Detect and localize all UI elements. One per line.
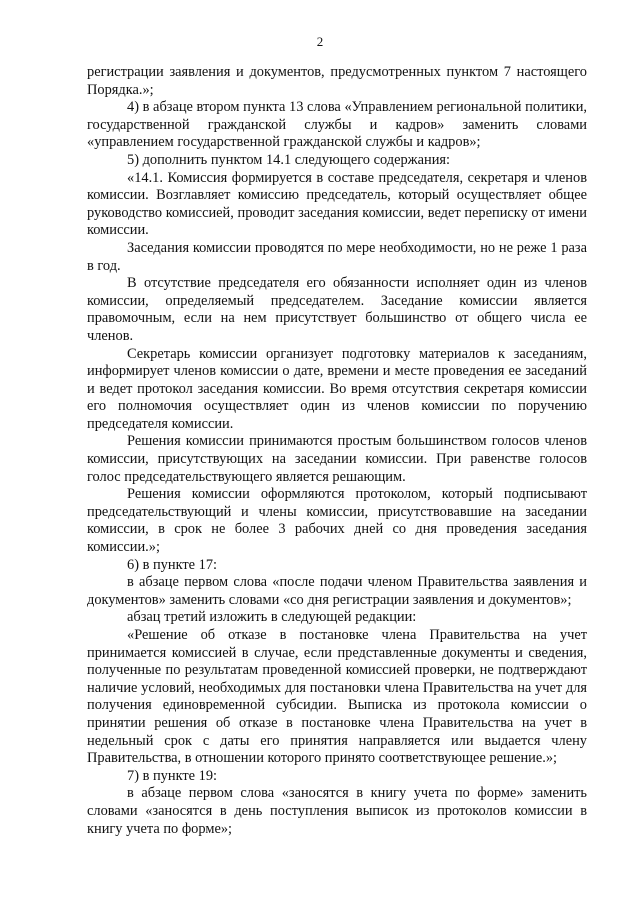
paragraph-14: 7) в пункте 19:: [127, 767, 218, 784]
paragraph-15: в абзаце первом слова «заносятся в книгу учета по форме» заменить словами «заносятся в день поступления выписок из протоколов комиссии в книгу учета по форме»;: [87, 785, 587, 837]
paragraph-7: Секретарь комиссии организует подготовку материалов к заседаниям, информирует членов комиссии о дате, времени и месте проведения ее заседаний и ведет протокол заседания комиссии. Во время отсутствия секретаря комиссии его полномочия осуществляет один из членов комиссии по поручению председателя комиссии.: [87, 345, 587, 432]
paragraph-13: «Решение об отказе в постановке члена Правительства на учет принимается комиссией в случае, если представленные документы и сведения, полученные по результатам проведенной комиссией проверки, не подтверждают наличие условий, необходимых для постановки члена Правительства на учет для получения единовременной субсидии. Выписка из протокола комиссии о принятии решения об отказе в постановке члена Правительства на учет в недельный срок с даты его принятия направляется или выдается члену Правительства, в отношении которого принято соответствующее решение.»;: [87, 627, 587, 767]
paragraph-9: Решения комиссии оформляются протоколом, который подписывают председательствующий и члены комиссии, присутствовавшие на заседании комиссии, в срок не более 3 рабочих дней со дня проведения заседания комиссии.»;: [87, 486, 587, 556]
paragraph-4: «14.1. Комиссия формируется в составе председателя, секретаря и членов комиссии. Возглавляет комиссию председатель, который осуществляет общее руководство комиссией, проводит заседания комиссии, ведет переписку от имени комиссии.: [87, 169, 587, 239]
paragraph-12: абзац третий изложить в следующей редакции:: [127, 609, 417, 626]
paragraph-11: в абзаце первом слова «после подачи членом Правительства заявления и документов» заменить словами «со дня регистрации заявления и документов»;: [87, 574, 587, 608]
paragraph-10: 6) в пункте 17:: [127, 556, 218, 573]
page-number: 2: [316, 34, 324, 49]
document-body: [87, 64, 587, 838]
paragraph-5: Заседания комиссии проводятся по мере необходимости, но не реже 1 раза в год.: [87, 239, 587, 274]
paragraph-3: 5) дополнить пунктом 14.1 следующего содержания:: [127, 151, 451, 168]
paragraph-2: 4) в абзаце втором пункта 13 слова «Управлением региональной политики, государственной гражданской службы и кадров» заменить словами «управлением государственной гражданской службы и кадров»;: [87, 99, 587, 151]
paragraph-8: Решения комиссии принимаются простым большинством голосов членов комиссии, присутствующих на заседании комиссии. При равенстве голосов голос председательствующего является решающим.: [87, 433, 587, 485]
paragraph-6: В отсутствие председателя его обязанности исполняет один из членов комиссии, определяемый председателем. Заседание комиссии является правомочным, если на нем присутствует большинство от общего числа ее членов.: [87, 275, 587, 344]
paragraph-1: регистрации заявления и документов, предусмотренных пунктом 7 настоящего Порядка.»;: [87, 64, 587, 98]
